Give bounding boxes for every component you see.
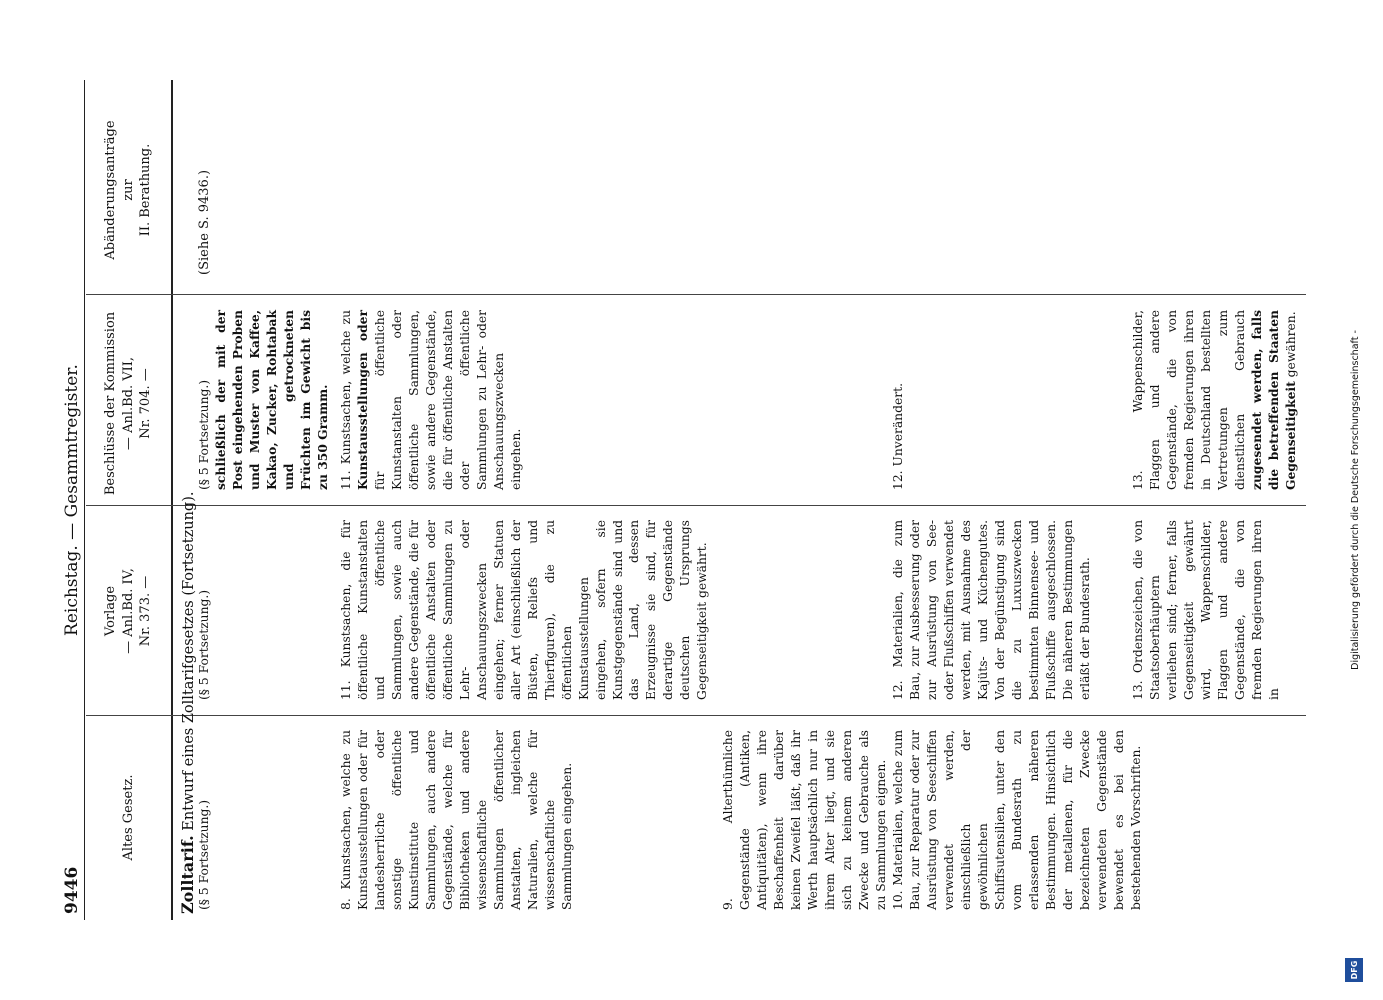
item-11-proposal: 11. Kunstsachen, die für öffentliche Kunstanstalten und öffentliche Sammlungen, sowie auch andere Gegenstände, die für öffentliche Anstalten oder öffentliche Sammlungen zu Lehr- oder Anschauungszwecken eingehen; ferner Statuen aller Art (einschließlich der Büsten, Reliefs und Thierfiguren), die zu öffentlichen Kunstausstellungen eingehen, sofern sie Kunstgegenstände sind und das Land, dessen Erzeugnisse sie sind, für derartige Gegenstände deutschen Ursprungs Gegenseitigkeit gewährt.	[339, 520, 710, 700]
column-header-commission: Beschlüsse der Kommission — Anl.Bd. VII, Nr. 704. —	[103, 311, 154, 496]
column-divider	[86, 294, 1306, 295]
column-divider	[86, 715, 1306, 716]
item-8-old-law: 8. Kunstsachen, welche zu Kunstausstellungen oder für landesherrliche oder sonstige öffentliche Kunstinstitute und Sammlungen, auch andere Gegenstände, welche für Bibliotheken und andere wissenschaftliche Sammlungen öffentlicher Anstalten, ingleichen Naturalien, welche für wissenschaftliche Sammlungen eingehen.	[339, 730, 574, 910]
cont-col1: (§ 5 Fortsetzung.)	[197, 799, 211, 910]
amendment-reference: (Siehe S. 9436.)	[197, 169, 212, 275]
item-9-old-law: 9. Alterthümliche Gegenstände (Antiken, Antiquitäten), wenn ihre Beschaffenheit darüber keinen Zweifel läßt, daß ihr Werth hauptsächlich nur in ihrem Alter liegt, und sie sich zu keinem anderen Zwecke und Gebrauche als zu Sammlungen eignen.	[721, 730, 888, 910]
cont-col2: (§ 5 Fortsetzung.)	[197, 589, 211, 700]
col3-intro-bold: schließlich der mit der Post eingehenden Proben und Muster von Kaffee, Kakao, Zucker, Rohtabak und getrockneten Früchten im Gewicht bis zu 350 Gramm.	[212, 310, 330, 490]
column-header-amendments: Abänderungsanträge zur II. Berathung.	[103, 120, 154, 260]
item-11-commission: 11. Kunstsachen, welche zu Kunstausstellungen oder für öffentliche Kunstanstalten oder öffentliche Sammlungen, sowie andere Gegenstände, die für öffentliche Anstalten oder öffentliche Sammlungen zu Lehr- oder Anschauungszwecken eingehen.	[339, 310, 523, 490]
top-rule	[84, 80, 85, 920]
column-header-proposal: Vorlage — Anl.Bd. IV, Nr. 373. —	[103, 568, 154, 654]
digitization-credit: Digitalisierung gefördert durch die Deutsche Forschungsgemeinschaft -	[1350, 330, 1361, 670]
col3-intro	[196, 310, 332, 490]
dfg-logo: DFG	[1345, 958, 1363, 982]
section-title: Zolltarif.	[178, 835, 197, 914]
section-heading	[178, 492, 197, 914]
section-subtitle: Entwurf eines Zolltarifgesetzes (Fortsetzung).	[181, 491, 197, 831]
item-10-old-law: 10. Materialien, welche zum Bau, zur Reparatur oder zur Ausrüstung von Seeschiffen verwendet werden, einschließlich der gewöhnlichen Schiffsutensilien, unter den vom Bundesrath zu erlassenden näheren Bestimmungen. Hinsichtlich der metallenen, für die bezeichneten Zwecke verwendeten Gegenstände bewendet es bei den bestehenden Vorschriften.	[891, 730, 1143, 910]
item-12-proposal: 12. Materialien, die zum Bau, zur Ausbesserung oder zur Ausrüstung von See- oder Flußschiffen verwendet werden, mit Ausnahme des Kajüts- und Küchengutes. Von der Begünstigung sind die zu Luxuszwecken bestimmten Binnensee- und Flußschiffe ausgeschlossen. Die näheren Bestimmungen erläßt der Bundesrath.	[891, 520, 1092, 700]
column-header-old-law: Altes Gesetz.	[120, 774, 136, 861]
item-13-commission: 13. Wappenschilder, Flaggen und andere Gegenstände, die von fremden Regierungen ihren in Deutschland bestellten Vertretungen zum dienstlichen Gebrauch zugesendet werden, falls die betreffenden Staaten Gegenseitigkeit gewähren.	[1131, 310, 1298, 490]
page-number: 9446	[62, 866, 82, 914]
header-rule	[171, 80, 173, 920]
cont-col3: (§ 5 Fortsetzung.)	[197, 379, 211, 490]
table-header	[86, 80, 171, 920]
item-13-proposal: 13. Ordenszeichen, die von Staatsoberhäuptern verliehen sind; ferner, falls Gegenseitigkeit gewährt wird, Wappenschilder, Flaggen und andere Gegenstände, die von fremden Regierungen ihren in	[1131, 520, 1281, 700]
item-12-commission: 12. Unverändert.	[891, 383, 905, 490]
running-head: Reichstag. — Gesammtregister.	[62, 364, 82, 636]
column-divider	[86, 505, 1306, 506]
